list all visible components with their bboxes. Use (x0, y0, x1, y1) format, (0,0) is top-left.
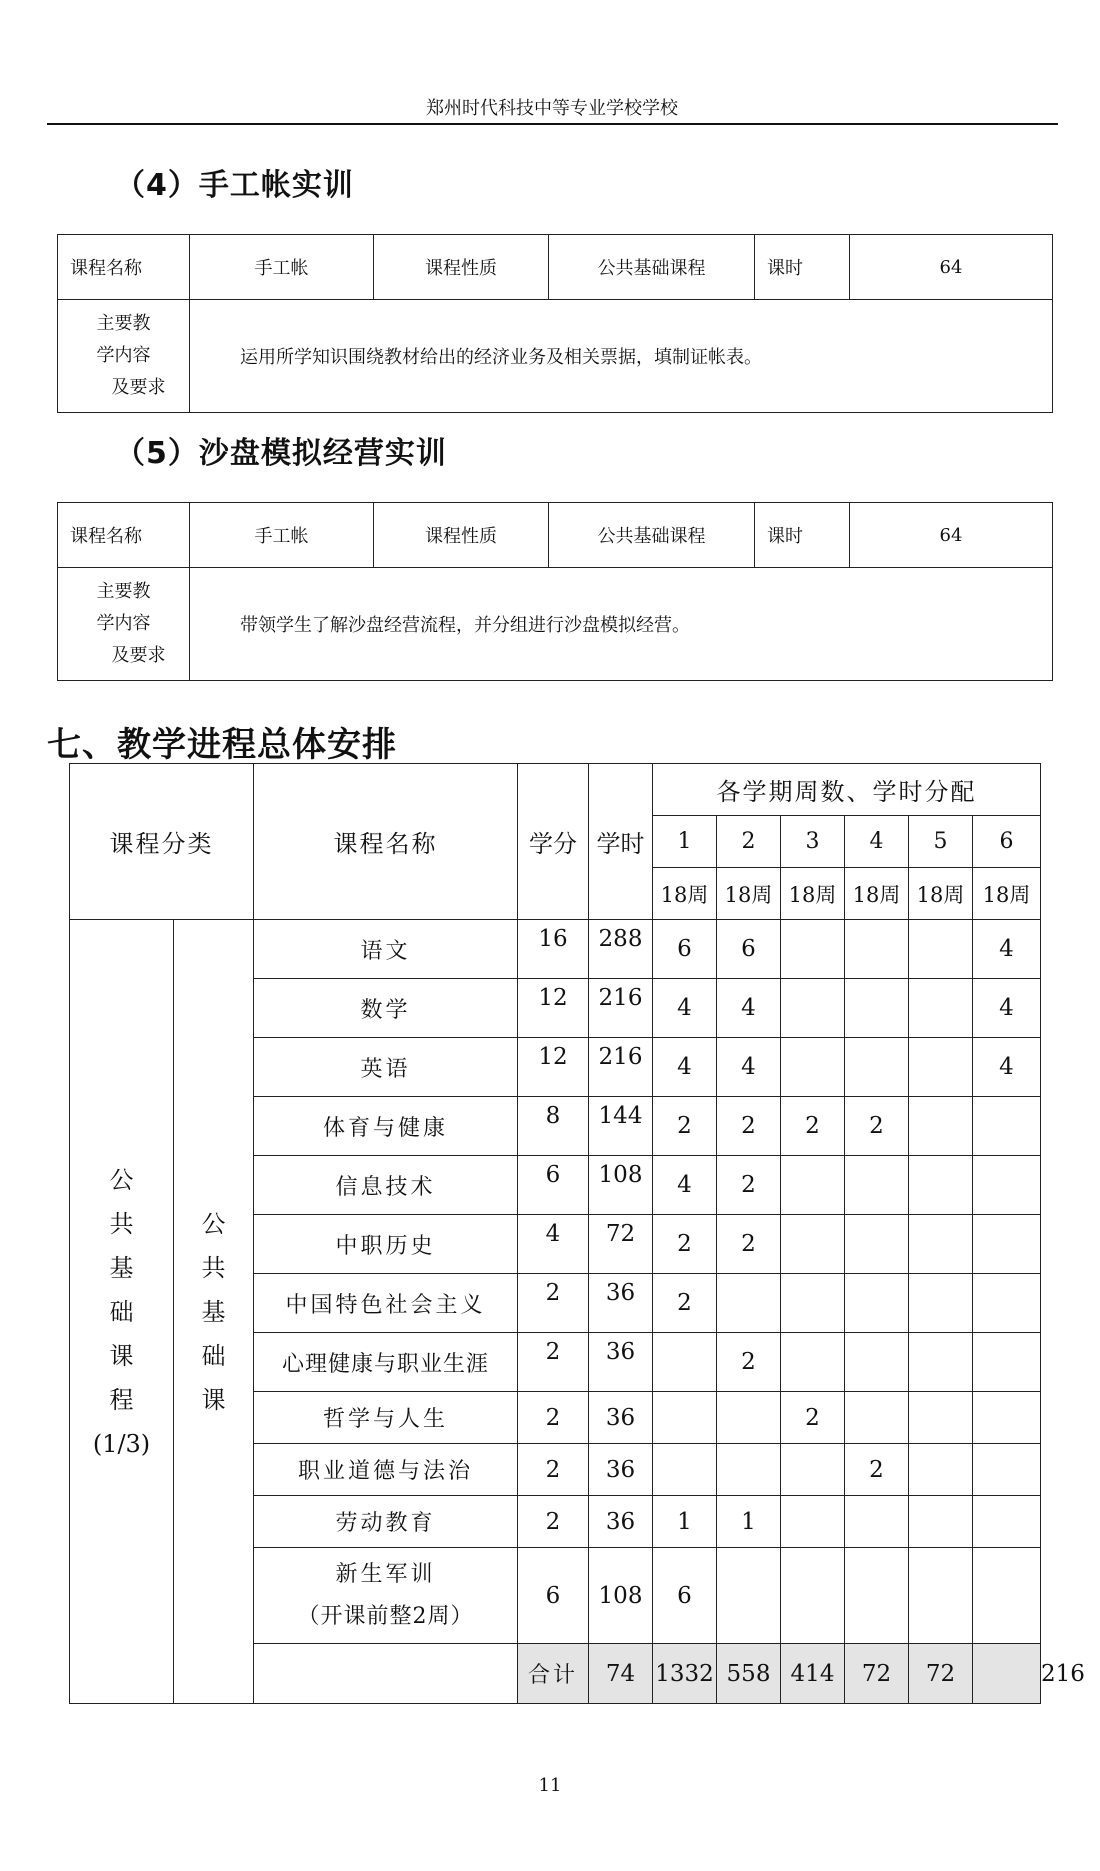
semester-hours (973, 1392, 1041, 1444)
category-char: 共 (109, 1209, 134, 1238)
course-name: 职业道德与法治 (254, 1444, 518, 1496)
header-weeks: 18周 (845, 868, 909, 920)
course-name-value: 手工帐 (190, 235, 374, 300)
semester-hours: 2 (653, 1097, 717, 1156)
course-name: 数学 (254, 979, 518, 1038)
semester-hours (909, 920, 973, 979)
label-content-line: 主要教 (96, 313, 151, 334)
semester-hours (909, 1548, 973, 1644)
header-semester: 5 (909, 816, 973, 868)
header-weeks: 18周 (909, 868, 973, 920)
semester-hours (781, 1038, 845, 1097)
course-name: 英语 (254, 1038, 518, 1097)
semester-hours (653, 1392, 717, 1444)
semester-hours (909, 1156, 973, 1215)
semester-hours (781, 1274, 845, 1333)
header-weeks: 18周 (653, 868, 717, 920)
semester-hours (653, 1444, 717, 1496)
header-semester: 1 (653, 816, 717, 868)
semester-hours: 2 (845, 1444, 909, 1496)
category-char: 公 (201, 1209, 226, 1238)
semester-hours (909, 1392, 973, 1444)
course-hours: 36 (589, 1274, 653, 1333)
header-weeks: 18周 (973, 868, 1041, 920)
semester-hours (845, 979, 909, 1038)
semester-hours: 2 (717, 1215, 781, 1274)
course-name-military (254, 1548, 518, 1644)
semester-hours (845, 1156, 909, 1215)
label-hours: 课时 (755, 503, 850, 568)
header-rule (47, 123, 1058, 125)
course-hours: 36 (589, 1496, 653, 1548)
course-hours: 216 (589, 1038, 653, 1097)
header-credits: 学分 (518, 764, 589, 920)
header-semester: 6 (973, 816, 1041, 868)
course-name-value: 手工帐 (190, 503, 374, 568)
hours-value: 64 (850, 235, 1053, 300)
semester-hours: 4 (653, 979, 717, 1038)
label-course-name: 课程名称 (58, 235, 190, 300)
semester-hours (781, 1215, 845, 1274)
total-semester-hours: 558 (717, 1644, 781, 1704)
label-content (58, 568, 190, 681)
total-credits: 74 (589, 1644, 653, 1704)
semester-hours (845, 1496, 909, 1548)
total-semester-hours: 414 (781, 1644, 845, 1704)
course-type-value: 公共基础课程 (549, 503, 755, 568)
header-semester: 3 (781, 816, 845, 868)
semester-hours (845, 1215, 909, 1274)
header-weeks: 18周 (781, 868, 845, 920)
label-course-type: 课程性质 (374, 235, 549, 300)
semester-hours (781, 979, 845, 1038)
category-char: 公 (109, 1165, 134, 1194)
label-content-line: 学内容 (96, 345, 151, 366)
label-content-line: 及要求 (111, 645, 166, 666)
course-name: 劳动教育 (254, 1496, 518, 1548)
semester-hours: 2 (717, 1333, 781, 1392)
semester-hours (781, 1333, 845, 1392)
semester-hours (781, 1444, 845, 1496)
semester-hours (845, 1274, 909, 1333)
category-inner (174, 920, 254, 1704)
semester-hours: 4 (973, 979, 1041, 1038)
semester-hours (909, 1496, 973, 1548)
total-label: 合计 (518, 1644, 589, 1704)
semester-hours: 2 (653, 1274, 717, 1333)
semester-hours (845, 920, 909, 979)
semester-hours (973, 1156, 1041, 1215)
semester-hours (973, 1496, 1041, 1548)
semester-hours (909, 1333, 973, 1392)
category-outer (70, 920, 174, 1704)
course-credits: 2 (518, 1274, 589, 1333)
semester-hours (717, 1392, 781, 1444)
course-name: 中职历史 (254, 1215, 518, 1274)
course-hours: 36 (589, 1392, 653, 1444)
course-credits: 6 (518, 1156, 589, 1215)
course-name: 信息技术 (254, 1156, 518, 1215)
course-credits: 6 (518, 1548, 589, 1644)
semester-hours (909, 1038, 973, 1097)
section4-heading: （4）手工帐实训 (115, 168, 354, 203)
label-content-line: 主要教 (96, 581, 151, 602)
course-name: 语文 (254, 920, 518, 979)
total-semester-hours (973, 1644, 1041, 1704)
semester-hours: 2 (781, 1392, 845, 1444)
category-char: 础 (201, 1341, 226, 1370)
header-category: 课程分类 (70, 764, 254, 920)
header-semester-group: 各学期周数、学时分配 (653, 764, 1041, 816)
header-semester: 2 (717, 816, 781, 868)
total-hours: 1332 (653, 1644, 717, 1704)
course-credits: 8 (518, 1097, 589, 1156)
semester-hours: 6 (653, 920, 717, 979)
course-credits: 16 (518, 920, 589, 979)
semester-hours: 4 (717, 979, 781, 1038)
section4-course-table (57, 234, 1053, 413)
header-hours: 学时 (589, 764, 653, 920)
semester-hours: 2 (781, 1097, 845, 1156)
semester-hours: 4 (653, 1038, 717, 1097)
semester-hours (909, 1215, 973, 1274)
page-number: 11 (538, 1775, 562, 1796)
course-hours: 144 (589, 1097, 653, 1156)
section5-heading: （5）沙盘模拟经营实训 (115, 436, 447, 471)
semester-hours: 4 (653, 1156, 717, 1215)
header-weeks: 18周 (717, 868, 781, 920)
course-hours: 216 (589, 979, 653, 1038)
course-name: 体育与健康 (254, 1097, 518, 1156)
course-hours: 108 (589, 1548, 653, 1644)
semester-hours (973, 1274, 1041, 1333)
category-char: 础 (109, 1297, 134, 1326)
header-course-name: 课程名称 (254, 764, 518, 920)
course-name-line: 新生军训 (335, 1561, 436, 1587)
semester-hours: 4 (717, 1038, 781, 1097)
semester-hours: 4 (973, 1038, 1041, 1097)
semester-hours (845, 1548, 909, 1644)
course-name: 哲学与人生 (254, 1392, 518, 1444)
semester-hours: 2 (717, 1097, 781, 1156)
semester-hours (717, 1548, 781, 1644)
page-header: 郑州时代科技中等专业学校学校 (426, 98, 678, 119)
semester-hours (909, 1097, 973, 1156)
category-char: 基 (109, 1253, 134, 1282)
header-semester: 4 (845, 816, 909, 868)
category-char: (1/3) (92, 1429, 151, 1458)
semester-hours (973, 1548, 1041, 1644)
content-value: 运用所学知识围绕教材给出的经济业务及相关票据，填制证帐表。 (190, 300, 1053, 413)
label-content (58, 300, 190, 413)
schedule-table: 课程分类 课程名称 学分 学时 各学期周数、学时分配 1 2 3 4 5 6 18周 18周 18周 18周 18周 18周 公 共 基 础 课 程 (1/3) 公 共 基 础 课 语文 16 288 6 6 4 数学 12 216 4 4 4 英语 12 216 4 4 4 体育与健康 8 144 2 2 2 2 信息技术 6 108 4 2 中职历史 4 72 2 2 中国特色社会主义 2 36 2 心理健康与职业生涯 2 36 2 哲学与人生 2 36 2 职业道德与法治 2 36 2 劳动教育 2 36 1 1 新生军训 （开课前整2周） 6 108 6 合计 74 1332 558 414 72 72 216 (69, 763, 1041, 1704)
semester-hours: 1 (717, 1496, 781, 1548)
semester-hours (973, 1333, 1041, 1392)
semester-hours: 4 (973, 920, 1041, 979)
semester-hours (717, 1274, 781, 1333)
category-char: 基 (201, 1297, 226, 1326)
semester-hours (845, 1038, 909, 1097)
semester-hours (781, 920, 845, 979)
category-char: 共 (201, 1253, 226, 1282)
semester-hours (909, 1274, 973, 1333)
semester-hours (845, 1333, 909, 1392)
total-semester-hours: 72 (845, 1644, 909, 1704)
course-hours: 72 (589, 1215, 653, 1274)
label-content-line: 及要求 (111, 377, 166, 398)
course-name-line: （开课前整2周） (297, 1603, 474, 1629)
label-content-line: 学内容 (96, 613, 151, 634)
category-char: 课 (201, 1385, 226, 1414)
semester-hours: 2 (717, 1156, 781, 1215)
course-type-value: 公共基础课程 (549, 235, 755, 300)
label-hours: 课时 (755, 235, 850, 300)
content-value: 带领学生了解沙盘经营流程，并分组进行沙盘模拟经营。 (190, 568, 1053, 681)
semester-hours: 6 (653, 1548, 717, 1644)
course-credits: 2 (518, 1392, 589, 1444)
semester-hours (717, 1444, 781, 1496)
semester-hours: 2 (653, 1215, 717, 1274)
course-hours: 36 (589, 1333, 653, 1392)
label-course-type: 课程性质 (374, 503, 549, 568)
course-credits: 12 (518, 1038, 589, 1097)
section7-heading: 七、教学进程总体安排 (47, 725, 397, 765)
semester-hours: 6 (717, 920, 781, 979)
course-credits: 2 (518, 1333, 589, 1392)
course-credits: 2 (518, 1496, 589, 1548)
course-credits: 4 (518, 1215, 589, 1274)
course-hours: 288 (589, 920, 653, 979)
semester-hours (973, 1444, 1041, 1496)
course-name: 心理健康与职业生涯 (254, 1333, 518, 1392)
semester-hours (653, 1333, 717, 1392)
course-credits: 2 (518, 1444, 589, 1496)
hours-value: 64 (850, 503, 1053, 568)
semester-hours (973, 1215, 1041, 1274)
course-hours: 36 (589, 1444, 653, 1496)
course-credits: 12 (518, 979, 589, 1038)
semester-hours (781, 1496, 845, 1548)
semester-hours (781, 1156, 845, 1215)
category-char: 程 (109, 1385, 134, 1414)
semester-hours (973, 1097, 1041, 1156)
semester-hours: 2 (845, 1097, 909, 1156)
category-inner-end (254, 1644, 518, 1704)
category-char: 课 (109, 1341, 134, 1370)
semester-hours: 1 (653, 1496, 717, 1548)
semester-hours (845, 1392, 909, 1444)
semester-hours (909, 979, 973, 1038)
section5-course-table (57, 502, 1053, 681)
label-course-name: 课程名称 (58, 503, 190, 568)
course-name: 中国特色社会主义 (254, 1274, 518, 1333)
semester-hours (909, 1444, 973, 1496)
total-semester-hours: 72 (909, 1644, 973, 1704)
course-hours: 108 (589, 1156, 653, 1215)
semester-hours (781, 1548, 845, 1644)
